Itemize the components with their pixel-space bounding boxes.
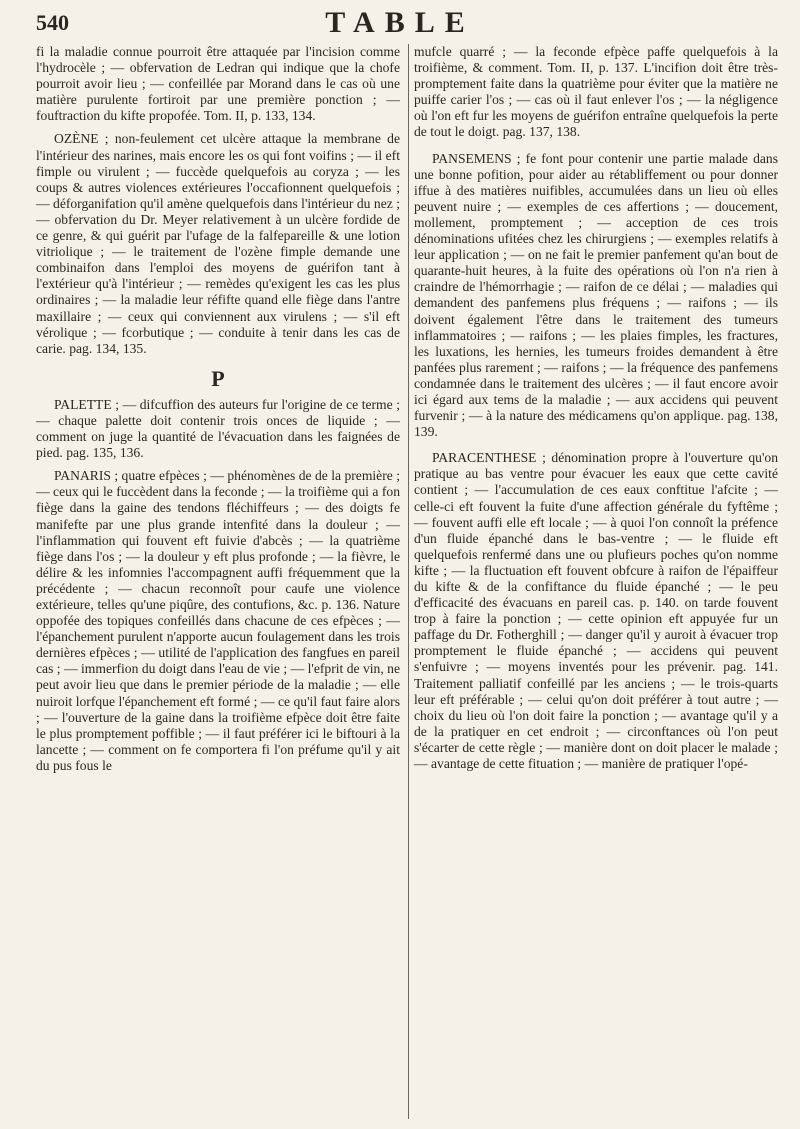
entry-panaris-continued: mufcle quarré ; — la feconde efpèce paffe quelquefois à la troifième, & comment. Tom. II, p. 137. L'incifion doit être très-promptement faite dans la quatrième pour éviter que la matière ne puiffe carier l'os ; — cas où il faut enlever l'os ; — la négligence où l'on eft fur les moyens de guérifon entraîne quelquefois la perte de tout le doigt. pag. 137, 138.: [414, 44, 778, 140]
entry-paracenthese: PARACENTHESE ; dénomination propre à l'ouverture qu'on pratique au bas ventre pour évacuer les eaux que cette cavité contient ; — l'accumulation de ces eaux conftitue l'afcite ; — celle-ci eft fouvent la fuite d'une affection générale du fyftême ; — fouvent auffi elle eft locale ; — à quoi l'on connoît la préfence d'un fluide épanché dans le bas-ventre ; — le fluide eft quelquefois renfermé dans une ou plufieurs poches qu'on nomme kifte ; — la fluctuation eft fouvent obfcure à raifon de l'épaiffeur du kifte & de la confiftance du fluide épanché ; — le peu d'efficacité des évacuans en pareil cas. p. 140. on tarde fouvent trop à faire la ponction ; — cette opinion eft appuyée fur un paffage du Dr. Fotherghill ; — danger qu'il y auroit à évacuer trop promptement le fluide épanché ; — accidens qui peuvent s'enfuivre ; — moyens inventés pour les prévenir. pag. 141. Traitement palliatif confeillé par les anciens ; — le trois-quarts leur eft préférable ; — celui qu'on doit préférer à tout autre ; — choix du lieu où l'on doit faire la ponction ; — avantage qu'il y a de la pratiquer en cet endroit ; — circonftances où l'on peut s'écarter de cette règle ; — manière dont on doit placer le malade ; — avantage de cette fituation ; — manière de pratiquer l'opé-: [414, 450, 778, 772]
page-number: 540: [36, 10, 69, 35]
left-column: [36, 44, 400, 1119]
running-head: TABLE: [325, 6, 475, 39]
section-letter-p: P: [211, 365, 225, 391]
entry-ozene: OZÈNE ; non-feulement cet ulcère attaque la membrane de l'intérieur des narines, mais encore les os qui font voifins ; — il eft fimple ou virulent ; — fuccède quelquefois au coryza ; — les coups & autres violences extérieures l'occafionnent quelquefois ; — déforganifation qu'il amène quelquefois dans l'intérieur du nez ; — obfervation du Dr. Meyer relativement à un ulcère fordide de ce genre, & qui guérit par l'ufage de la falfepareille & une lotion vitriolique ; — le traitement de l'ozène fimple demande une combinaifon dans l'emploi des moyens de guérifon tant à l'extérieur qu'à l'intérieur ; — remèdes qu'exigent les cas les plus ordinaires ; — la maladie leur réfifte quand elle fiège dans l'antre maxillaire ; — ceux qui conviennent aux virulens ; — s'il eft vérolique ; — fcorbutique ; — conduite à tenir dans les cas de carie. pag. 134, 135.: [36, 131, 400, 356]
column-divider: [408, 44, 409, 1119]
entry-palette: PALETTE ; — difcuffion des auteurs fur l'origine de ce terme ; — chaque palette doit contenir trois onces de liquide ; — comment on juge la quantité de l'évacuation dans les faignées de pied. pag. 135, 136.: [36, 396, 400, 461]
entry-hydrocele-continued: fi la maladie connue pourroit être attaquée par l'incision comme l'hydrocèle ; — obfervation de Ledran qui indique que la chofe pourroit avoir lieu ; — confeillée par Morand dans le cas où une matière purulente fortiroit par une première ponction ; — fouftraction du kifte propofée. Tom. II, p. 133, 134.: [36, 44, 400, 124]
right-column: [414, 44, 778, 1119]
text-columns: [36, 44, 778, 1119]
entry-pansemens: PANSEMENS ; fe font pour contenir une partie malade dans une bonne pofition, pour aider au rétabliffement ou pour donner iffue à des matières nuifibles, accumulées dans un lieu où elles peuvent nuire ; — exemples de ces affertions ; — doucement, mollement, promptement ; — acception de ces trois dénominations ufitées chez les chirurgiens ; — exemples relatifs à leur application ; — on ne fait le premier panfement qu'an bout de quarante-huit heures, à la fuite des opérations où l'on n'a rien à craindre de l'hémorrhagie ; — raifon de ce délai ; — maladies qui demandent des panfemens plus fréquens ; — raifons ; — ils doivent également l'être dans le traitement des tumeurs inflammatoires ; — raifons ; — les plaies fimples, les fractures, les luxations, les hernies, les tumeurs froides demandent à être panfées plus rarement ; — raifons ; — la fréquence des panfemens condamnée dans le traitement des ulcères ; — il faut encore avoir ici égard aux tems de la maladie ; — aux accidens qui peuvent furvenir ; — à la nature des médicamens qu'on applique. pag. 138, 139.: [414, 150, 778, 440]
entry-panaris: PANARIS ; quatre efpèces ; — phénomènes de de la première ; — ceux qui le fuccèdent dans la feconde ; — la troifième qui a fon fiège dans la gaine des tendons fléchiffeurs ; — des doigts fe manifefte par une plus grande intenfité dans la douleur ; — l'inflammation qui fouvent eft fuivie d'abcès ; — la quatrième fiège dans l'os ; — la douleur y eft plus profonde ; — la fièvre, le délire & les infomnies l'accompagnent auffi fréquemment que la précédente ; — chacun reconnoît pour caufe une violence extérieure, telles qu'une piqûre, des contufions, &c. p. 136. Nature oppofée des topiques confeillés dans chacune de ces efpèces ; — l'épanchement purulent n'apporte aucun foulagement dans les trois dernières efpèces ; — utilité de l'application des fangfues en pareil cas ; — immerfion du doigt dans l'eau de vie ; — l'efprit de vin, ne peut avoir lieu que dans le premier période de la maladie ; — elle nuiroit lorfque l'épanchement eft formé ; — ce qu'il faut faire alors ; — l'ouverture de la gaine dans la troifième efpèce doit être faite le plus promptement poffible ; — il faut préférer ici le biftouri à la lancette ; — comment on fe comportera fi l'on préfume qu'il y ait du pus fous le: [36, 468, 400, 773]
